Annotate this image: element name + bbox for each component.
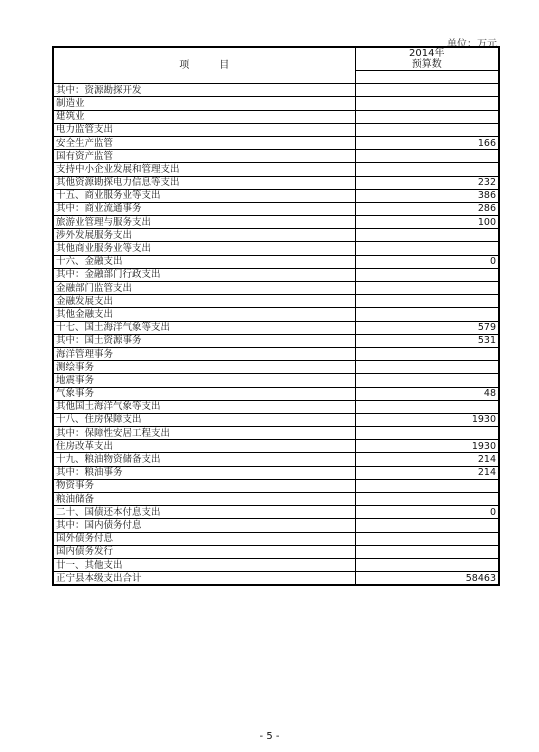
row-value: 166: [355, 136, 499, 149]
row-value: [355, 242, 499, 255]
table-row: [53, 136, 499, 149]
row-label: 十七、国土海洋气象等支出: [53, 321, 355, 334]
table-row: [53, 321, 499, 334]
row-value: [355, 123, 499, 136]
row-value: 0: [355, 506, 499, 519]
table-row: [53, 189, 499, 202]
table-row: [53, 493, 499, 506]
row-value: [355, 427, 499, 440]
table-row: [53, 282, 499, 295]
row-value: [355, 229, 499, 242]
table-row: [53, 374, 499, 387]
table-row: [53, 97, 499, 110]
table-row: [53, 519, 499, 532]
value-column-header-year: 2014年: [409, 48, 445, 59]
row-label: 粮油储备: [53, 493, 355, 506]
row-label: 其他国土海洋气象等支出: [53, 400, 355, 413]
row-label: 旅游业管理与服务支出: [53, 216, 355, 229]
row-label: 金融部门监管支出: [53, 282, 355, 295]
table-row: [53, 440, 499, 453]
table-row: [53, 242, 499, 255]
table-row: [53, 150, 499, 163]
header-spacer-cell: [355, 71, 499, 84]
row-value: [355, 558, 499, 571]
row-label: 国有资产监管: [53, 150, 355, 163]
row-value: 58463: [355, 572, 499, 586]
table-row: [53, 229, 499, 242]
row-label: 制造业: [53, 97, 355, 110]
row-value: [355, 268, 499, 281]
table-row: [53, 453, 499, 466]
row-label: 国内债务发行: [53, 545, 355, 558]
item-column-header-label: 项 目: [179, 60, 230, 72]
table-row: [53, 334, 499, 347]
table-row: [53, 123, 499, 136]
row-label: 建筑业: [53, 110, 355, 123]
budget-table: [52, 46, 500, 586]
table-row: [53, 506, 499, 519]
row-label: 测绘事务: [53, 361, 355, 374]
table-row: [53, 347, 499, 360]
row-label: 涉外发展服务支出: [53, 229, 355, 242]
row-value: 1930: [355, 413, 499, 426]
row-label: 十八、住房保障支出: [53, 413, 355, 426]
row-value: [355, 532, 499, 545]
row-value: [355, 374, 499, 387]
row-label: 住房改革支出: [53, 440, 355, 453]
table-row: [53, 466, 499, 479]
row-label: 十五、商业服务业等支出: [53, 189, 355, 202]
row-value: [355, 545, 499, 558]
row-label: 物资事务: [53, 479, 355, 492]
row-value: [355, 97, 499, 110]
row-label: 金融发展支出: [53, 295, 355, 308]
table-row: [53, 268, 499, 281]
row-label: 其他商业服务业等支出: [53, 242, 355, 255]
row-label: 十六、金融支出: [53, 255, 355, 268]
table-row: [53, 479, 499, 492]
row-value: [355, 361, 499, 374]
row-label: 其中：国内债务付息: [53, 519, 355, 532]
table-row: [53, 295, 499, 308]
item-column-header: [53, 47, 355, 84]
row-label: 安全生产监管: [53, 136, 355, 149]
row-value: 531: [355, 334, 499, 347]
row-label: 地震事务: [53, 374, 355, 387]
table-row: [53, 216, 499, 229]
row-value: [355, 295, 499, 308]
table-row: [53, 255, 499, 268]
row-value: 100: [355, 216, 499, 229]
row-value: [355, 308, 499, 321]
row-label: 十九、粮油物资储备支出: [53, 453, 355, 466]
row-label: 正宁县本级支出合计: [53, 572, 355, 586]
row-value: [355, 84, 499, 97]
value-column-header-label: 预算数: [411, 59, 442, 70]
table-row: [53, 176, 499, 189]
table-row: [53, 427, 499, 440]
table-row: [53, 572, 499, 586]
row-label: 海洋管理事务: [53, 347, 355, 360]
row-label: 其中：金融部门行政支出: [53, 268, 355, 281]
table-header-row: [53, 47, 499, 71]
row-value: [355, 493, 499, 506]
row-label: 国外债务付息: [53, 532, 355, 545]
row-value: 232: [355, 176, 499, 189]
row-label: 其中：资源勘探开发: [53, 84, 355, 97]
row-value: [355, 400, 499, 413]
row-label: 气象事务: [53, 387, 355, 400]
table-row: [53, 110, 499, 123]
row-value: [355, 150, 499, 163]
row-label: 二十、国债还本付息支出: [53, 506, 355, 519]
row-value: 214: [355, 453, 499, 466]
table-row: [53, 400, 499, 413]
row-label: 其他资源勘探电力信息等支出: [53, 176, 355, 189]
row-value: [355, 163, 499, 176]
row-label: 其中：保障性安居工程支出: [53, 427, 355, 440]
row-value: [355, 110, 499, 123]
row-label: 其中：国土资源事务: [53, 334, 355, 347]
table-row: [53, 532, 499, 545]
page-number: - 5 -: [259, 731, 280, 742]
value-column-header: [355, 47, 499, 71]
row-label: 其中：商业流通事务: [53, 202, 355, 215]
row-label: 电力监管支出: [53, 123, 355, 136]
row-label: 其他金融支出: [53, 308, 355, 321]
row-value: [355, 347, 499, 360]
row-value: 386: [355, 189, 499, 202]
table-row: [53, 545, 499, 558]
table-row: [53, 413, 499, 426]
row-label: 其中：粮油事务: [53, 466, 355, 479]
table-row: [53, 558, 499, 571]
table-row: [53, 163, 499, 176]
table-row: [53, 308, 499, 321]
row-label: 支持中小企业发展和管理支出: [53, 163, 355, 176]
table-row: [53, 84, 499, 97]
row-value: 48: [355, 387, 499, 400]
table-row: [53, 387, 499, 400]
unit-label: 单位：万元: [447, 39, 497, 50]
row-value: 214: [355, 466, 499, 479]
row-value: 579: [355, 321, 499, 334]
row-value: 0: [355, 255, 499, 268]
table-row: [53, 202, 499, 215]
table-row: [53, 361, 499, 374]
row-value: 1930: [355, 440, 499, 453]
row-value: [355, 282, 499, 295]
table-body: [53, 84, 499, 586]
row-value: [355, 479, 499, 492]
row-label: 廿一、其他支出: [53, 558, 355, 571]
row-value: 286: [355, 202, 499, 215]
row-value: [355, 519, 499, 532]
